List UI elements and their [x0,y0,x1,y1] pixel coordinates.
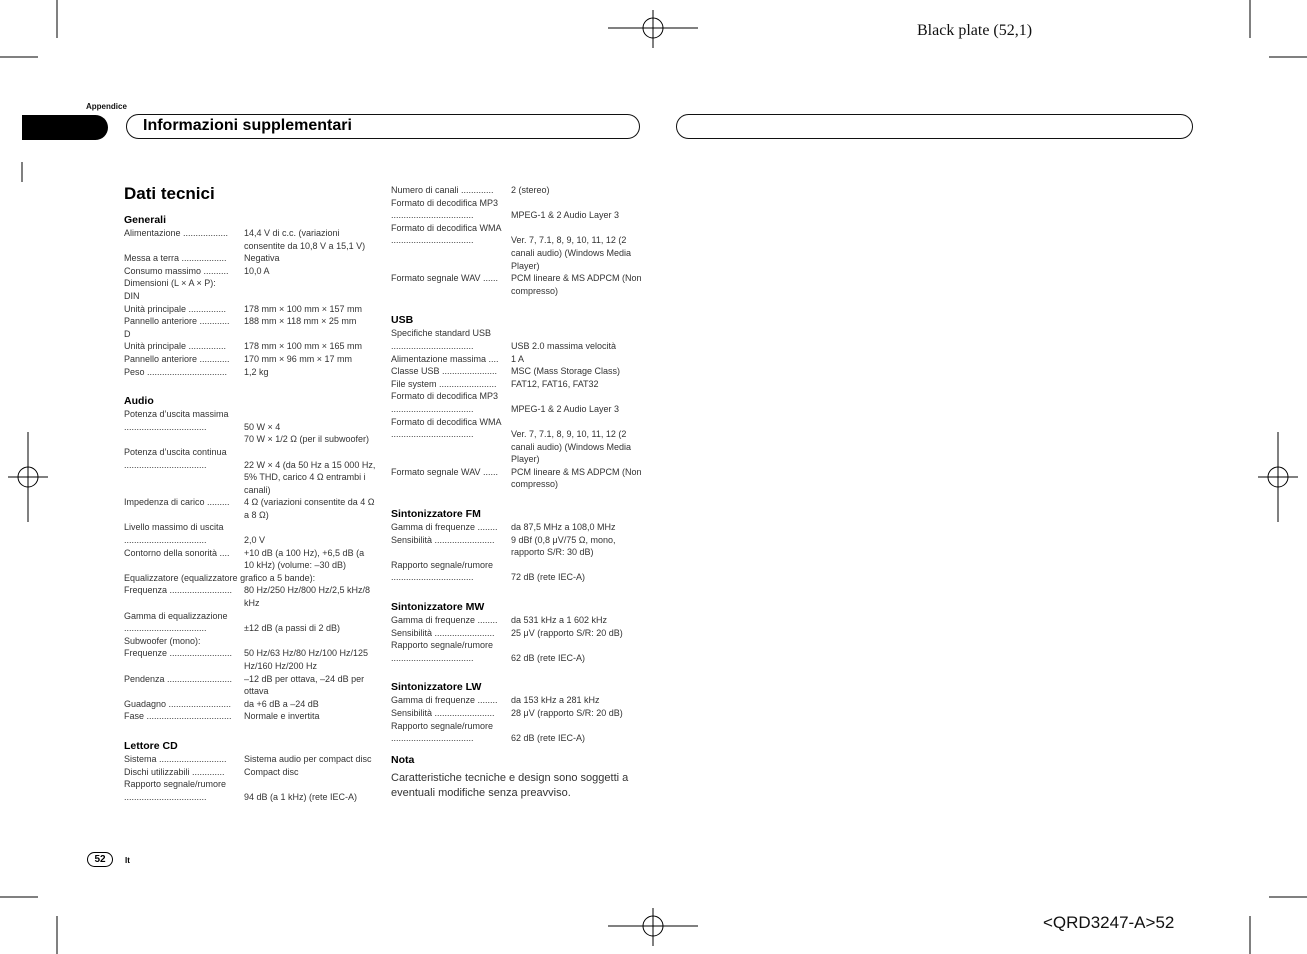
spec-label: File system ....................... [391,378,497,389]
spec-row [391,365,643,378]
spec-row [124,252,376,265]
spec-label: ................................. [124,421,207,432]
spec-value: da +6 dB a –24 dB [244,698,319,709]
spec-label: Frequenze ......................... [124,648,233,659]
spec-value: 178 mm × 100 mm × 165 mm [244,341,363,352]
spec-value: 72 dB (rete IEC-A) [511,572,586,583]
spec-row [124,315,376,328]
spec-value: 50 Hz/63 Hz/80 Hz/100 Hz/125 Hz/160 Hz/200 Hz [244,648,369,671]
spec-label: Potenza d’uscita continua [124,446,227,457]
spec-value: MPEG-1 & 2 Audio Layer 3 [511,210,620,221]
right-banner [676,114,1193,139]
language-code: It [125,856,130,865]
spec-row [391,571,643,584]
spec-label: Sensibilità ........................ [391,627,495,638]
spec-value: 188 mm × 118 mm × 25 mm [244,316,357,327]
spec-value: 25 μV (rapporto S/R: 20 dB) [511,627,623,638]
spec-row [391,466,643,491]
spec-value: FAT12, FAT16, FAT32 [511,378,599,389]
spec-label: ................................. [391,733,474,744]
spec-row [124,584,376,609]
spec-value: 22 W × 4 (da 50 Hz a 15 000 Hz, 5% THD, carico 4 Ω entrambi i canali) [244,459,376,495]
spec-value: 9 dBf (0,8 μV/75 Ω, mono, rapporto S/R: 30 dB) [511,534,616,558]
spec-value: 178 mm × 100 mm × 157 mm [244,303,363,314]
spec-row [391,614,643,627]
spec-column-right [391,184,643,801]
title-banner [126,114,640,139]
spec-value: Ver. 7, 7.1, 8, 9, 10, 11, 12 (2 canali audio) (Windows Media Player) [511,235,632,271]
spec-value: da 531 kHz a 1 602 kHz [511,615,608,626]
spec-value: 50 W × 4 [244,421,281,432]
spec-label: Rapporto segnale/rumore [391,640,494,651]
spec-label: Pannello anteriore ............ [124,353,230,364]
spec-label: Guadagno ......................... [124,698,232,709]
spec-value: 170 mm × 96 mm × 17 mm [244,353,353,364]
spec-label: Frequenza ......................... [124,585,233,596]
spec-label: Formato di decodifica WMA [391,416,502,427]
spec-label: Gamma di frequenze ........ [391,695,498,706]
spec-label: Formato di decodifica MP3 [391,197,499,208]
spec-row [391,234,643,272]
section-heading: Sintonizzatore LW [391,681,482,694]
spec-label: ................................. [391,340,474,351]
spec-value: Ver. 7, 7.1, 8, 9, 10, 11, 12 (2 canali audio) (Windows Media Player) [511,429,632,465]
chapter-tab [22,115,108,140]
document-code: <QRD3247-A>52 [1043,913,1175,932]
spec-row [391,272,643,297]
spec-value: Compact disc [244,766,299,777]
spec-value: 62 dB (rete IEC-A) [511,733,586,744]
spec-label: Specifiche standard USB [391,328,492,339]
spec-label: ................................. [391,572,474,583]
spec-row [124,433,376,446]
spec-value: 2 (stereo) [511,185,550,195]
spec-row [391,732,643,745]
section-heading: USB [391,314,414,327]
spec-value: +10 dB (a 100 Hz), +6,5 dB (a 10 kHz) (volume: –30 dB) [244,547,365,571]
spec-label: ................................. [124,623,207,634]
spec-row [391,521,643,534]
section-heading: Sintonizzatore FM [391,508,481,521]
spec-value: 1,2 kg [244,366,269,377]
spec-label: Gamma di equalizzazione [124,610,228,621]
spec-label: ................................. [391,235,474,246]
spec-row [124,753,376,766]
spec-label: Sensibilità ........................ [391,534,495,545]
spec-value: MPEG-1 & 2 Audio Layer 3 [511,403,620,414]
spec-value: 10,0 A [244,265,270,276]
spec-heading: Dati tecnici [124,184,215,203]
spec-label: Dimensioni (L × A × P): [124,278,216,289]
spec-row [391,353,643,366]
spec-label: Impedenza di carico ......... [124,497,230,508]
spec-label: Fase .................................. [124,711,232,722]
spec-row [391,694,643,707]
spec-row [124,698,376,711]
spec-label: Unità principale ............... [124,303,227,314]
spec-row [391,627,643,640]
spec-label: ................................. [391,652,474,663]
spec-label: Formato di decodifica MP3 [391,391,499,402]
section-label: Appendice [86,102,127,111]
spec-label: ................................. [391,429,474,440]
note-title: Nota [391,753,415,766]
spec-label: ................................. [124,535,207,546]
spec-label: Equalizzatore (equalizzatore grafico a 5 bande): [124,572,316,583]
spec-label: D [124,328,131,339]
spec-label: DIN [124,290,140,301]
spec-row [124,366,376,379]
spec-value: Negativa [244,253,280,264]
spec-row [124,353,376,366]
spec-label: Formato segnale WAV ...... [391,466,499,477]
spec-row [124,766,376,779]
spec-row [124,459,376,497]
spec-value: 62 dB (rete IEC-A) [511,652,586,663]
spec-label: Messa a terra .................. [124,253,227,264]
spec-value: 80 Hz/250 Hz/800 Hz/2,5 kHz/8 kHz [244,585,371,609]
spec-row [391,340,643,353]
spec-row [391,707,643,720]
spec-row [391,209,643,222]
spec-label: ................................. [124,791,207,802]
plate-label: Black plate (52,1) [917,22,1033,39]
spec-label: Rapporto segnale/rumore [124,779,227,790]
spec-value: 1 A [511,353,525,364]
spec-label: Peso ................................ [124,366,228,377]
spec-column-left [124,213,376,803]
spec-value: da 153 kHz a 281 kHz [511,695,600,706]
section-heading: Generali [124,214,167,226]
spec-value: PCM lineare & MS ADPCM (Non compresso) [511,273,642,296]
spec-row [391,652,643,665]
spec-row [124,265,376,278]
spec-row [124,622,376,635]
spec-value: 2,0 V [244,535,266,546]
spec-label: Alimentazione massima .... [391,353,499,364]
spec-label: Formato segnale WAV ...... [391,273,499,284]
spec-label: Numero di canali ............. [391,185,494,195]
spec-row [391,378,643,391]
spec-row [391,428,643,466]
spec-label: Gamma di frequenze ........ [391,615,498,626]
spec-value: 28 μV (rapporto S/R: 20 dB) [511,708,623,718]
spec-row [124,421,376,434]
spec-row [391,403,643,416]
spec-label: Pannello anteriore ............ [124,316,230,327]
spec-row [124,673,376,698]
section-heading: Audio [124,395,154,408]
spec-label: Dischi utilizzabili ............. [124,766,225,777]
spec-value: MSC (Mass Storage Class) [511,366,621,377]
section-heading: Sintonizzatore MW [391,601,485,614]
spec-label: Pendenza .......................... [124,673,233,684]
spec-value: Sistema audio per compact disc [244,753,372,764]
spec-row [391,184,643,197]
spec-value: 4 Ω (variazioni consentite da 4 Ω a 8 Ω) [244,497,375,520]
spec-label: Subwoofer (mono): [124,635,201,646]
note-text: Caratteristiche tecniche e design sono soggetti a eventuali modifiche senza preavviso. [391,771,629,799]
spec-label: ................................. [391,210,474,221]
spec-label: Potenza d’uscita massima [124,409,229,420]
spec-label: Sistema ........................... [124,753,227,764]
spec-row [124,303,376,316]
section-heading: Lettore CD [124,739,178,752]
spec-label: ................................. [391,403,474,414]
spec-value: ±12 dB (a passi di 2 dB) [244,623,340,634]
spec-label: Unità principale ............... [124,341,227,352]
spec-value: da 87,5 MHz a 108,0 MHz [511,522,616,533]
spec-row [124,647,376,672]
spec-row [391,534,643,559]
spec-value: Normale e invertita [244,711,320,722]
spec-row [124,547,376,572]
spec-label: Alimentazione .................. [124,228,229,238]
spec-value: USB 2.0 massima velocità [511,340,617,351]
spec-label: Consumo massimo .......... [124,265,229,276]
spec-label [124,433,244,446]
spec-row [124,710,376,723]
spec-label: Rapporto segnale/rumore [391,720,494,731]
spec-label: Contorno della sonorità .... [124,547,230,558]
spec-value: PCM lineare & MS ADPCM (Non compresso) [511,466,642,490]
page-number: 52 [87,852,113,867]
spec-value: 94 dB (a 1 kHz) (rete IEC-A) [244,791,358,802]
spec-label: ................................. [124,459,207,470]
spec-row [124,791,376,804]
spec-label: Sensibilità ........................ [391,708,495,718]
page-title: Informazioni supplementari [143,117,352,134]
spec-label: Classe USB ...................... [391,366,498,377]
spec-label: Gamma di frequenze ........ [391,522,498,533]
spec-value: –12 dB per ottava, –24 dB per ottava [244,673,365,697]
spec-value: 70 W × 1/2 Ω (per il subwoofer) [244,434,370,445]
spec-row [124,534,376,547]
spec-label: Formato di decodifica WMA [391,222,502,233]
spec-value: 14,4 V di c.c. (variazioni consentite da 10,8 V a 15,1 V) [244,228,366,251]
spec-label: Rapporto segnale/rumore [391,559,494,570]
spec-row [124,340,376,353]
spec-row [124,496,376,521]
spec-row [124,227,376,252]
spec-label: Livello massimo di uscita [124,522,224,533]
